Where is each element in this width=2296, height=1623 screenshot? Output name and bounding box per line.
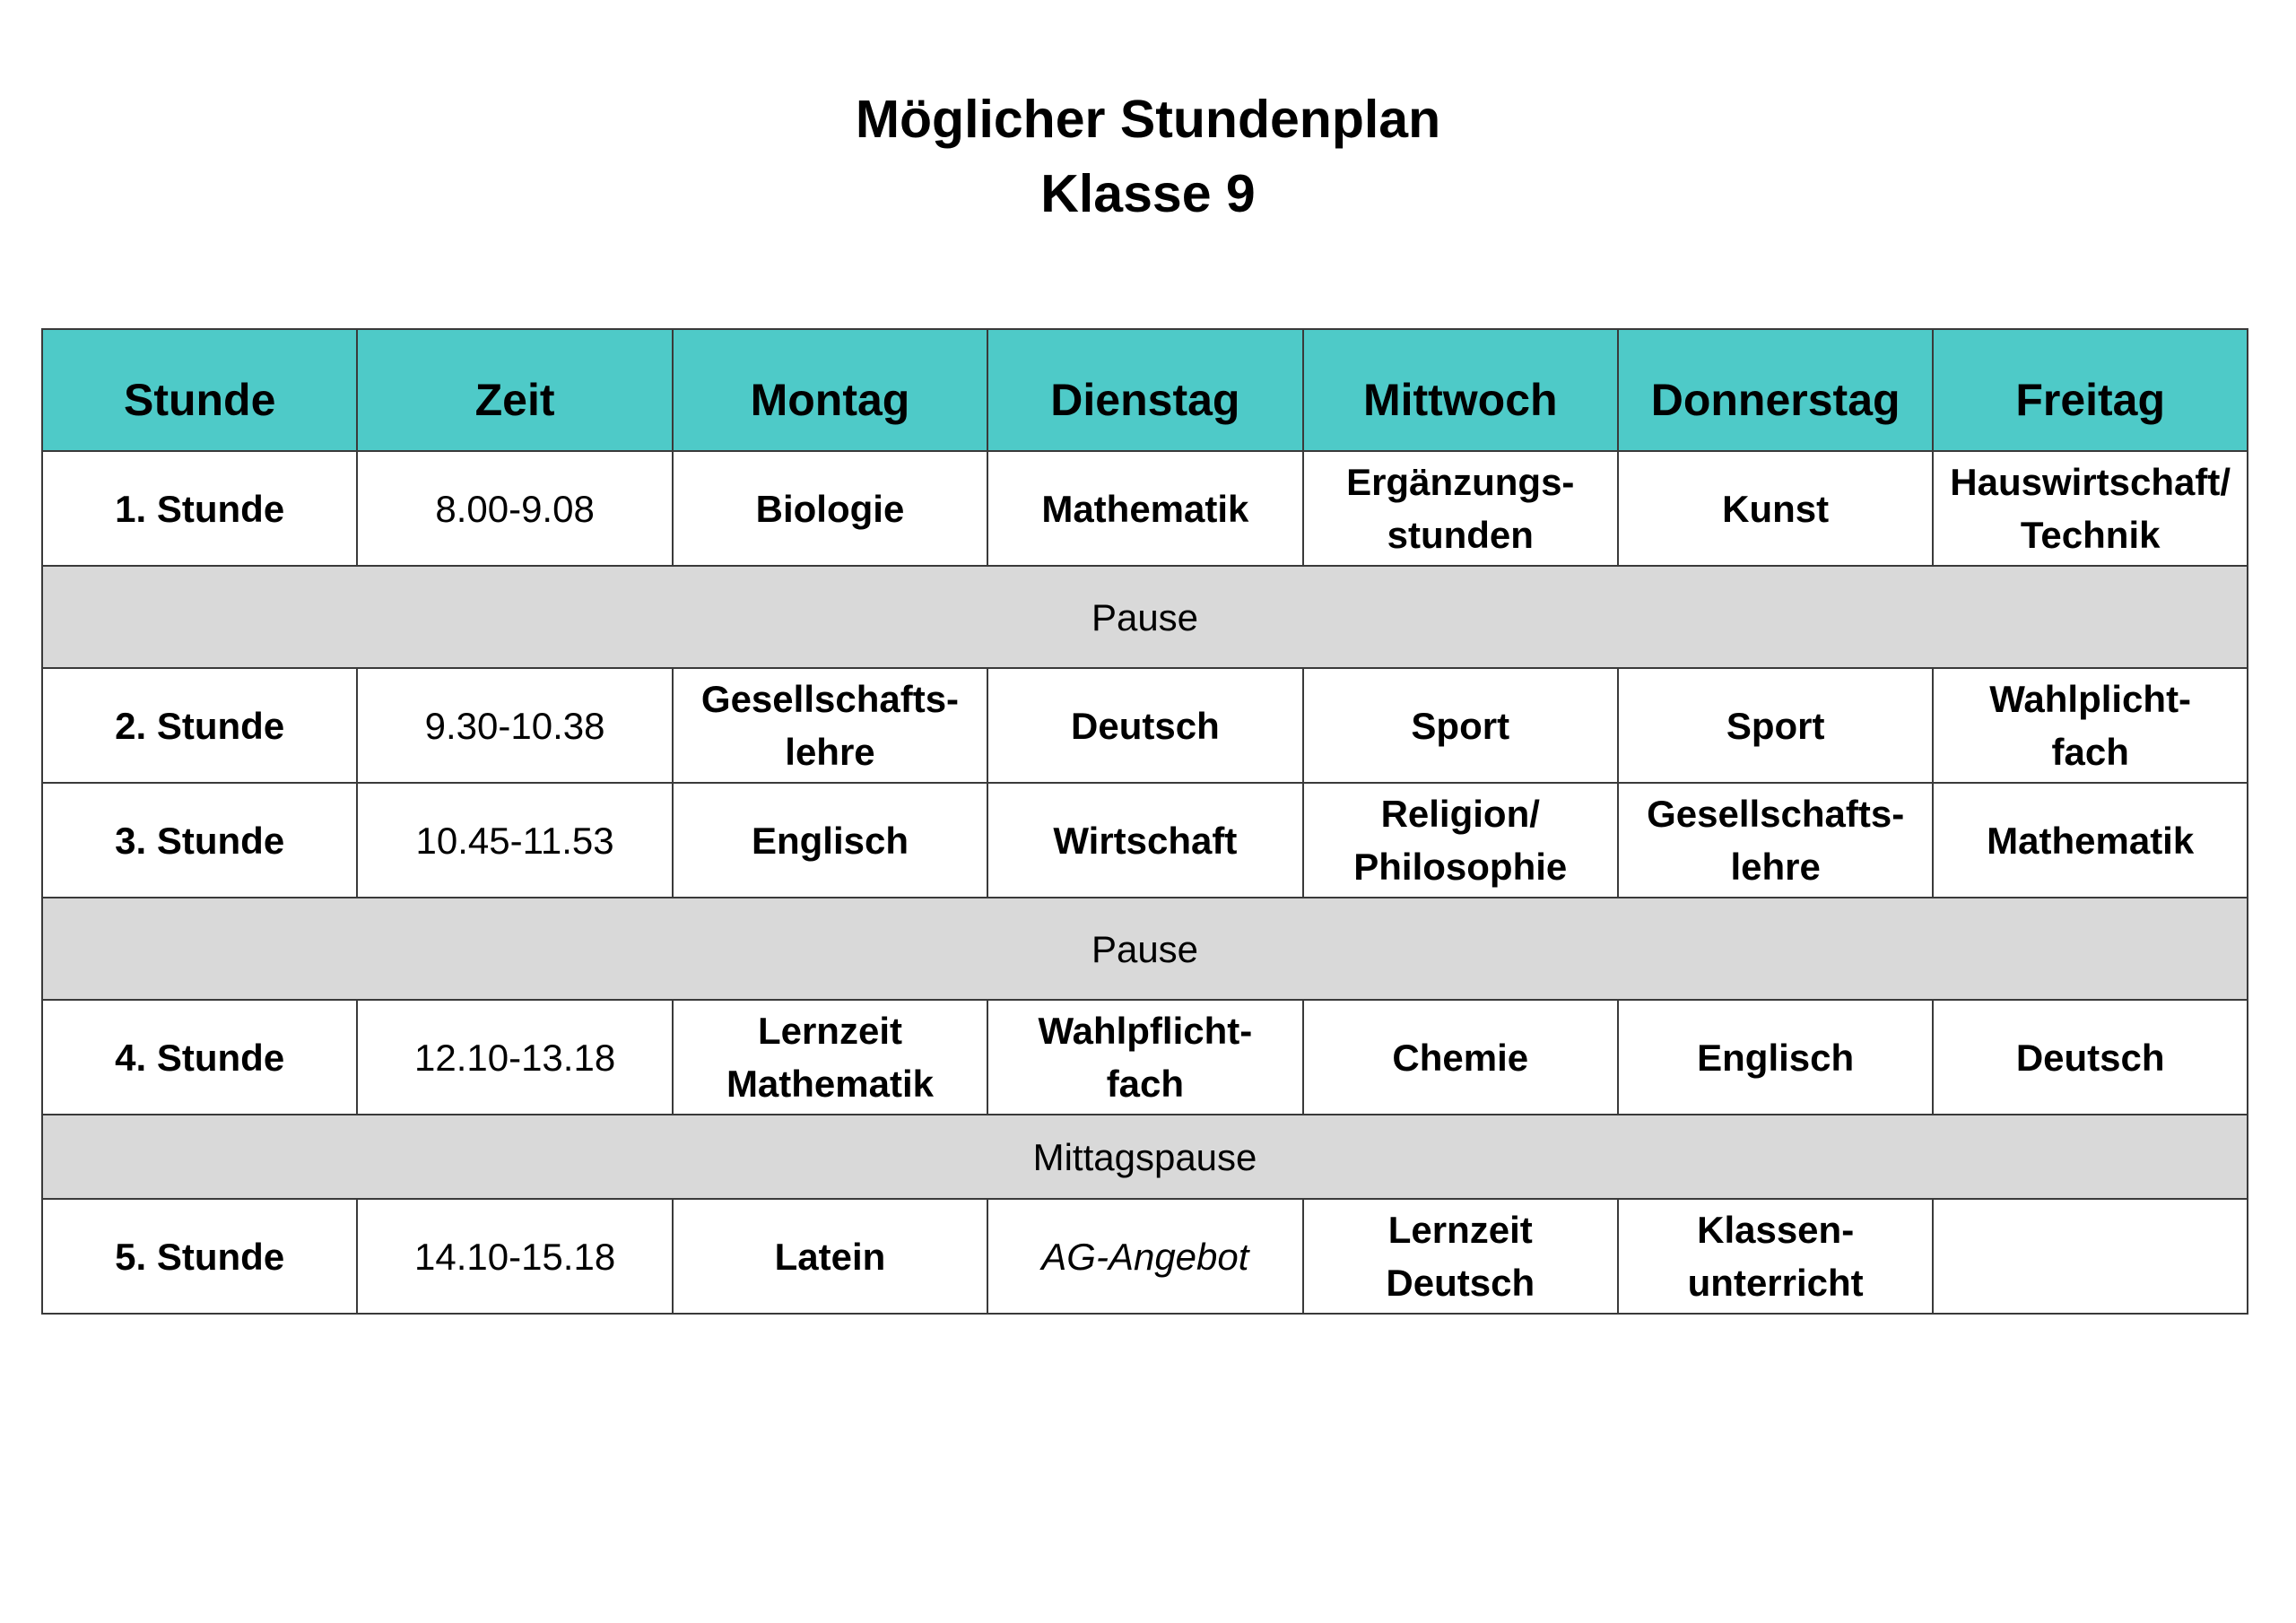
subject-cell-donnerstag: Kunst — [1618, 451, 1933, 566]
lesson-row — [42, 783, 2248, 898]
title-line-1: Möglicher Stundenplan — [855, 90, 1441, 149]
header-cell-stunde: Stunde — [42, 329, 357, 451]
subject-cell-montag: Biologie — [673, 451, 987, 566]
header-cell-dienstag: Dienstag — [987, 329, 1302, 451]
subject-cell-freitag — [1933, 1199, 2248, 1314]
subject-cell-dienstag: AG-Angebot — [987, 1199, 1302, 1314]
break-row — [42, 898, 2248, 1000]
header-cell-montag: Montag — [673, 329, 987, 451]
lesson-number-cell: 5. Stunde — [42, 1199, 357, 1314]
subject-cell-mittwoch: Lernzeit Deutsch — [1303, 1199, 1618, 1314]
subject-cell-mittwoch: Chemie — [1303, 1000, 1618, 1115]
header-cell-freitag: Freitag — [1933, 329, 2248, 451]
header-cell-zeit: Zeit — [357, 329, 672, 451]
subject-cell-montag: Lernzeit Mathematik — [673, 1000, 987, 1115]
schedule-table — [41, 328, 2248, 1315]
subject-cell-freitag: Wahlplicht- fach — [1933, 668, 2248, 783]
lesson-number-cell: 1. Stunde — [42, 451, 357, 566]
subject-cell-montag: Latein — [673, 1199, 987, 1314]
lesson-time-cell: 9.30-10.38 — [357, 668, 672, 783]
lesson-row — [42, 451, 2248, 566]
lesson-time-cell: 14.10-15.18 — [357, 1199, 672, 1314]
page-title — [0, 82, 2296, 231]
subject-cell-freitag: Hauswirtschaft/ Technik — [1933, 451, 2248, 566]
subject-cell-donnerstag: Englisch — [1618, 1000, 1933, 1115]
lesson-time-cell: 12.10-13.18 — [357, 1000, 672, 1115]
header-row — [42, 329, 2248, 451]
break-label: Pause — [42, 566, 2248, 668]
title-line-2: Klasse 9 — [1040, 164, 1256, 223]
subject-cell-mittwoch: Ergänzungs- stunden — [1303, 451, 1618, 566]
schedule-body — [42, 451, 2248, 1314]
subject-cell-montag: Gesellschafts- lehre — [673, 668, 987, 783]
lesson-number-cell: 3. Stunde — [42, 783, 357, 898]
break-label: Pause — [42, 898, 2248, 1000]
lesson-time-cell: 10.45-11.53 — [357, 783, 672, 898]
break-row — [42, 566, 2248, 668]
break-row — [42, 1115, 2248, 1199]
subject-cell-donnerstag: Klassen- unterricht — [1618, 1199, 1933, 1314]
lesson-number-cell: 4. Stunde — [42, 1000, 357, 1115]
header-cell-mittwoch: Mittwoch — [1303, 329, 1618, 451]
header-cell-donnerstag: Donnerstag — [1618, 329, 1933, 451]
subject-cell-dienstag: Wahlpflicht- fach — [987, 1000, 1302, 1115]
subject-cell-montag: Englisch — [673, 783, 987, 898]
break-label: Mittagspause — [42, 1115, 2248, 1199]
lesson-row — [42, 1199, 2248, 1314]
subject-cell-freitag: Mathematik — [1933, 783, 2248, 898]
subject-cell-dienstag: Wirtschaft — [987, 783, 1302, 898]
subject-cell-mittwoch: Sport — [1303, 668, 1618, 783]
subject-cell-freitag: Deutsch — [1933, 1000, 2248, 1115]
subject-cell-mittwoch: Religion/ Philosophie — [1303, 783, 1618, 898]
subject-cell-dienstag: Deutsch — [987, 668, 1302, 783]
subject-cell-donnerstag: Gesellschafts- lehre — [1618, 783, 1933, 898]
subject-cell-donnerstag: Sport — [1618, 668, 1933, 783]
lesson-time-cell: 8.00-9.08 — [357, 451, 672, 566]
lesson-row — [42, 668, 2248, 783]
lesson-number-cell: 2. Stunde — [42, 668, 357, 783]
lesson-row — [42, 1000, 2248, 1115]
subject-cell-dienstag: Mathematik — [987, 451, 1302, 566]
